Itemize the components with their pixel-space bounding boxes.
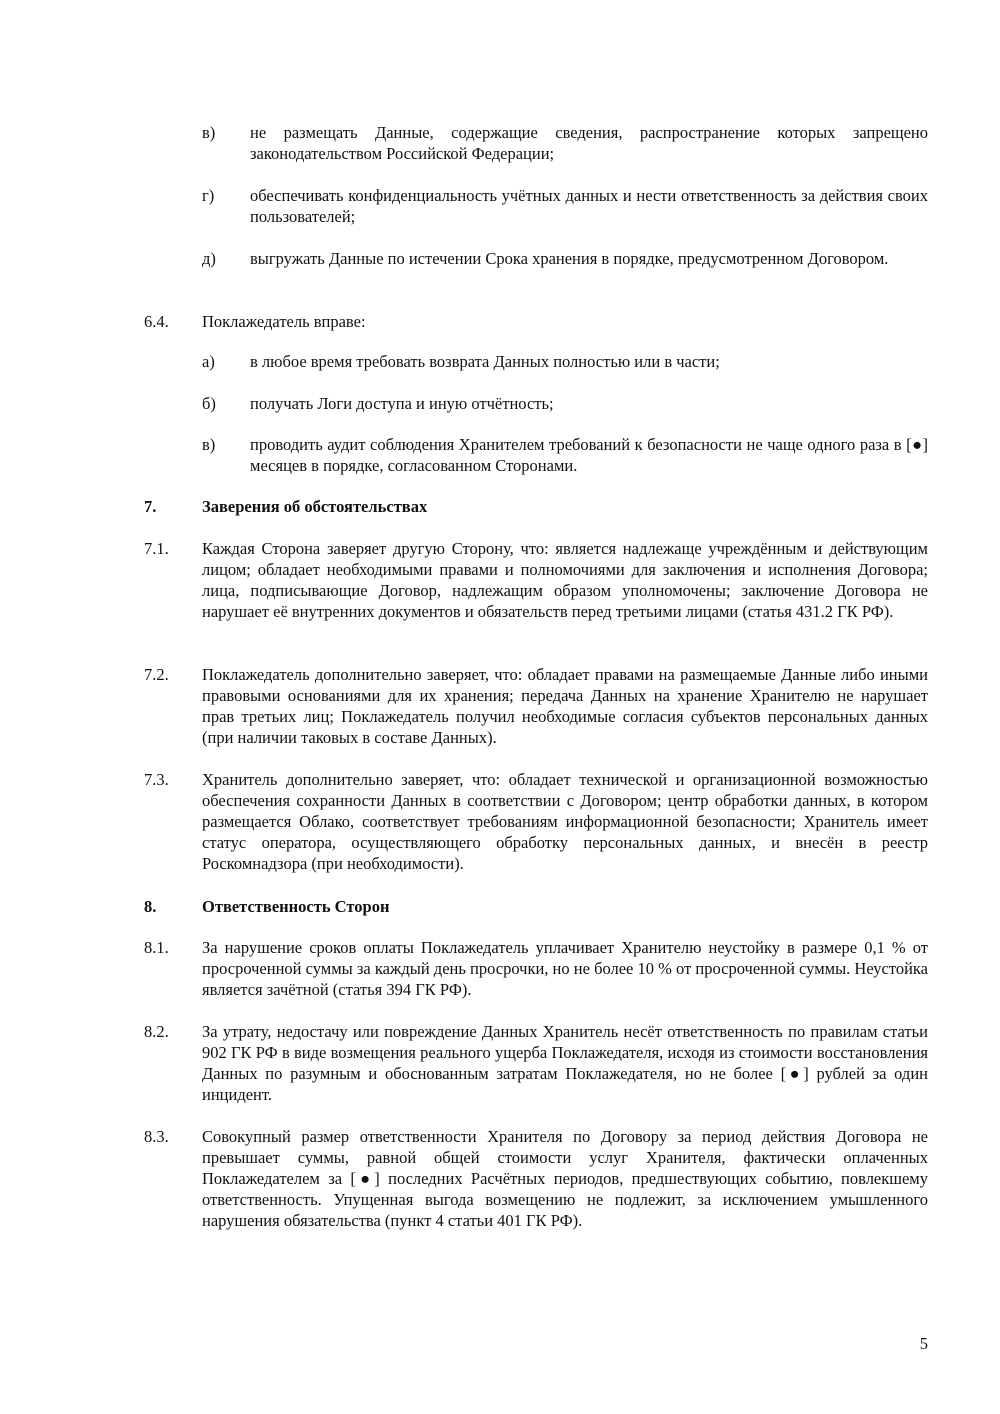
item-number: г) <box>202 186 215 205</box>
item-text: выгружать Данные по истечении Срока хранения в порядке, предусмотренном Договором. <box>250 249 889 268</box>
list-item <box>202 434 928 476</box>
list-item <box>202 185 928 227</box>
item-text: не размещать Данные, содержащие сведения, распространение которых запрещено законодательством Российской Федерации; <box>250 123 928 163</box>
section-number: 7. <box>144 497 157 516</box>
list-item <box>202 393 928 414</box>
page-number: 5 <box>919 1334 928 1353</box>
clause-text: Поклажедатель дополнительно заверяет, что: обладает правами на размещаемые Данные либо иными правовыми основаниями для их хранения; передача Данных на хранение Хранителю не нарушает прав третьих лиц; Поклажедатель получил необходимые согласия субъектов персональных данных (при наличии таковых в составе Данных). <box>202 665 928 747</box>
clause-text: За утрату, недостачу или повреждение Данных Хранитель несёт ответственность по правилам статьи 902 ГК РФ в виде возмещения реального ущерба Поклажедателя, исходя из стоимости восстановления Данных по разумным и обоснованным затратам Поклажедателя, но не более [●] рублей за один инцидент. <box>202 1022 928 1104</box>
item-text: проводить аудит соблюдения Хранителем требований к безопасности не чаще одного раза в [●] месяцев в порядке, согласованном Сторонами. <box>250 435 928 475</box>
clause-number: 8.2. <box>144 1022 169 1041</box>
list-item <box>202 248 928 269</box>
list-item <box>202 122 928 164</box>
clause <box>144 311 928 332</box>
clause-text: За нарушение сроков оплаты Поклажедатель уплачивает Хранителю неустойку в размере 0,1 % от просроченной суммы за каждый день просрочки, но не более 10 % от просроченной суммы. Неустойка является зачётной (статья 394 ГК РФ). <box>202 938 928 999</box>
clause-number: 8.1. <box>144 938 169 957</box>
item-text: обеспечивать конфиденциальность учётных данных и нести ответственность за действия своих пользователей; <box>250 186 928 226</box>
clause-text: Поклажедатель вправе: <box>202 312 366 331</box>
item-number: в) <box>202 435 216 454</box>
section-heading <box>144 896 928 917</box>
item-number: д) <box>202 249 216 268</box>
clause <box>144 664 928 748</box>
item-text: в любое время требовать возврата Данных полностью или в части; <box>250 352 720 371</box>
item-number: в) <box>202 123 216 142</box>
clause-text: Совокупный размер ответственности Хранителя по Договору за период действия Договора не превышает суммы, равной общей стоимости услуг Хранителя, фактически оплаченных Поклажедателем за [●] последних Расчётных периодов, предшествующих событию, повлекшему ответственность. Упущенная выгода возмещению не подлежит, за исключением умышленного нарушения обязательства (пункт 4 статьи 401 ГК РФ). <box>202 1127 928 1230</box>
clause-number: 7.3. <box>144 770 169 789</box>
clause <box>144 769 928 874</box>
clause-number: 7.2. <box>144 665 169 684</box>
clause-number: 8.3. <box>144 1127 169 1146</box>
clause <box>144 937 928 1000</box>
clause <box>144 538 928 622</box>
clause-text: Каждая Сторона заверяет другую Сторону, что: является надлежаще учреждённым и действующим лицом; обладает необходимыми правами и полномочиями для заключения и исполнения Договора; лица, подписывающие Договор, надлежащим образом уполномочены; заключение Договора не нарушает её внутренних документов и обязательств перед третьими лицами (статья 431.2 ГК РФ). <box>202 539 928 621</box>
clause-text: Хранитель дополнительно заверяет, что: обладает технической и организационной возможностью обеспечения сохранности Данных в соответствии с Договором; центр обработки данных, в котором размещается Облако, соответствует требованиям информационной безопасности; Хранитель имеет статус оператора, осуществляющего обработку персональных данных, и внесён в реестр Роскомнадзора (при необходимости). <box>202 770 928 873</box>
item-text: получать Логи доступа и иную отчётность; <box>250 394 554 413</box>
item-number: а) <box>202 352 215 371</box>
clause-number: 6.4. <box>144 312 169 331</box>
item-number: б) <box>202 394 216 413</box>
section-heading <box>144 496 928 517</box>
section-title: Заверения об обстоятельствах <box>202 497 428 516</box>
clause-number: 7.1. <box>144 539 169 558</box>
section-title: Ответственность Сторон <box>202 897 390 916</box>
clause <box>144 1021 928 1105</box>
clause <box>144 1126 928 1231</box>
section-number: 8. <box>144 897 157 916</box>
list-item <box>202 351 928 372</box>
